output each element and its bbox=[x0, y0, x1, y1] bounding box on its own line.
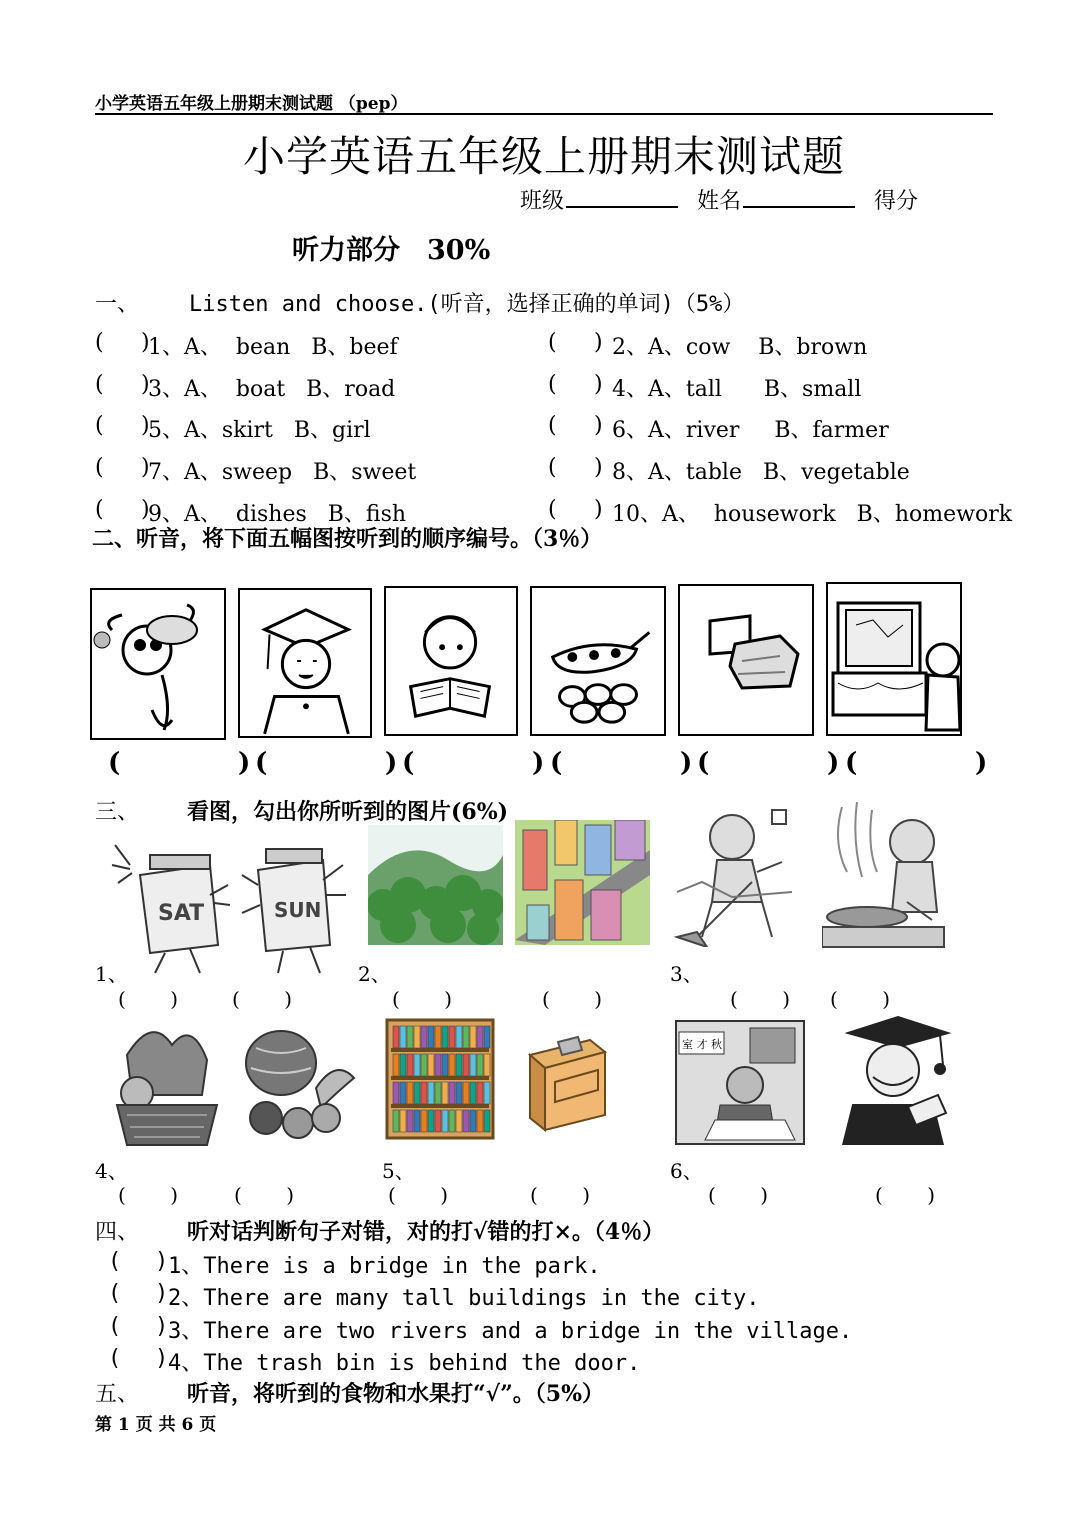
s1-open-paren: ( bbox=[548, 330, 557, 355]
s1-item-text: 6、A、river B、farmer bbox=[612, 418, 889, 443]
s4-open-paren: ( bbox=[108, 1281, 122, 1306]
s2-order-blank[interactable]: ( ) bbox=[108, 748, 251, 778]
calendar-sat-icon[interactable] bbox=[110, 825, 230, 975]
s1-item-text: 4、A、tall B、small bbox=[612, 377, 862, 402]
s4-answer-blank[interactable]: ) bbox=[155, 1346, 169, 1371]
s3-check-blank[interactable]: ( ) bbox=[830, 987, 891, 1011]
s1-open-paren: ( bbox=[95, 372, 104, 397]
section5-heading bbox=[95, 1377, 604, 1408]
info-fields bbox=[520, 184, 918, 215]
section1-heading-text: Listen and choose.(听音，选择正确的单词)（5%） bbox=[189, 292, 745, 317]
s1-answer-blank[interactable]: ) bbox=[141, 497, 150, 522]
s2-order-blank[interactable]: ( ) bbox=[845, 748, 988, 778]
s1-open-paren: ( bbox=[95, 455, 104, 480]
s3-check-blank[interactable]: ( ) bbox=[730, 987, 791, 1011]
calendar-sat-text: SAT bbox=[158, 901, 205, 926]
s4-open-paren: ( bbox=[108, 1249, 122, 1274]
section4-number: 四、 bbox=[95, 1220, 140, 1245]
fly-icon[interactable] bbox=[90, 588, 226, 740]
s2-order-blank[interactable]: ( ) bbox=[550, 748, 693, 778]
s2-order-blank[interactable]: ( ) bbox=[697, 748, 840, 778]
s1-item-text: 3、A、 boat B、road bbox=[148, 377, 396, 402]
s3-check-blank[interactable]: ( ) bbox=[388, 1183, 449, 1207]
s1-answer-blank[interactable]: ) bbox=[141, 455, 150, 480]
section3-heading-text: 看图，勾出你所听到的图片(6%) bbox=[187, 799, 509, 825]
page-footer: 第 1 页 共 6 页 bbox=[95, 1415, 217, 1435]
section5-heading-text: 听音，将听到的食物和水果打“√”。（5%） bbox=[187, 1381, 604, 1407]
city-icon[interactable] bbox=[515, 820, 650, 945]
s3-check-blank[interactable]: ( ) bbox=[530, 1183, 591, 1207]
page-title: 小学英语五年级上册期末测试题 bbox=[242, 132, 845, 181]
s1-answer-blank[interactable]: ) bbox=[594, 455, 603, 480]
s1-item-text: 5、A、skirt B、girl bbox=[148, 418, 371, 443]
calendar-sun-icon[interactable] bbox=[238, 825, 348, 975]
s1-answer-blank[interactable]: ) bbox=[594, 372, 603, 397]
s3-check-blank[interactable]: ( ) bbox=[392, 987, 453, 1011]
graduate-doctor-icon[interactable] bbox=[828, 1015, 956, 1145]
s4-statement: 1、There is a bridge in the park. bbox=[168, 1254, 601, 1279]
phone-table-icon[interactable] bbox=[520, 1030, 610, 1135]
graduate-icon[interactable] bbox=[238, 588, 372, 738]
s4-open-paren: ( bbox=[108, 1346, 122, 1371]
s1-open-paren: ( bbox=[548, 497, 557, 522]
section2-heading: 二、听音，将下面五幅图按听到的顺序编号。（3％） bbox=[92, 526, 603, 552]
s4-answer-blank[interactable]: ) bbox=[155, 1249, 169, 1274]
section4-heading bbox=[95, 1215, 664, 1246]
s4-answer-blank[interactable]: ) bbox=[155, 1314, 169, 1339]
s1-item-text: 2、A、cow B、brown bbox=[612, 335, 868, 360]
sweeping-floor-icon[interactable] bbox=[672, 802, 807, 947]
s3-label-1: 1、 bbox=[95, 962, 128, 986]
s1-open-paren: ( bbox=[548, 372, 557, 397]
s4-open-paren: ( bbox=[108, 1314, 122, 1339]
s3-label-4: 4、 bbox=[95, 1159, 128, 1183]
running-header: 小学英语五年级上册期末测试题 （pep） bbox=[95, 94, 408, 114]
s3-check-blank[interactable]: ( ) bbox=[234, 1183, 295, 1207]
cooking-icon[interactable] bbox=[822, 802, 947, 950]
calendar-sun-text: SUN bbox=[274, 898, 322, 922]
s3-check-blank[interactable]: ( ) bbox=[708, 1183, 769, 1207]
section4-heading-text: 听对话判断句子对错，对的打√错的打×。（4％） bbox=[187, 1219, 665, 1245]
s3-check-blank[interactable]: ( ) bbox=[118, 987, 179, 1011]
s1-open-paren: ( bbox=[95, 413, 104, 438]
s1-answer-blank[interactable]: ) bbox=[141, 330, 150, 355]
s1-answer-blank[interactable]: ) bbox=[594, 330, 603, 355]
section3-number: 三、 bbox=[95, 800, 140, 825]
s1-answer-blank[interactable]: ) bbox=[141, 413, 150, 438]
bookshelf-icon[interactable] bbox=[385, 1018, 495, 1140]
part-title: 听力部分 30% bbox=[292, 235, 491, 266]
name-blank[interactable] bbox=[743, 186, 855, 208]
s3-check-blank[interactable]: ( ) bbox=[875, 1183, 936, 1207]
office-worker-icon[interactable] bbox=[675, 1020, 805, 1145]
tofu-icon[interactable] bbox=[678, 584, 814, 736]
class-label: 班级 bbox=[520, 189, 565, 214]
score-label: 得分 bbox=[874, 189, 919, 214]
section3-heading bbox=[95, 795, 508, 826]
office-sign-text: 室 才 秋 bbox=[682, 1038, 722, 1051]
reading-boy-icon[interactable] bbox=[384, 586, 518, 736]
s3-label-3: 3、 bbox=[670, 962, 703, 986]
section5-number: 五、 bbox=[95, 1382, 140, 1407]
s1-open-paren: ( bbox=[548, 413, 557, 438]
class-blank[interactable] bbox=[566, 186, 678, 208]
s1-answer-blank[interactable]: ) bbox=[594, 497, 603, 522]
s3-check-blank[interactable]: ( ) bbox=[118, 1183, 179, 1207]
tv-icon[interactable] bbox=[826, 582, 962, 736]
s3-check-blank[interactable]: ( ) bbox=[232, 987, 293, 1011]
s4-statement: 4、The trash bin is behind the door. bbox=[168, 1351, 641, 1376]
s1-open-paren: ( bbox=[95, 497, 104, 522]
beans-icon[interactable] bbox=[530, 586, 666, 736]
header-rule bbox=[95, 113, 993, 115]
s1-item-text: 7、A、sweep B、sweet bbox=[148, 460, 417, 485]
s1-item-text: 10、A、 housework B、homework bbox=[612, 502, 1013, 527]
s1-item-text: 8、A、table B、vegetable bbox=[612, 460, 910, 485]
s2-order-blank[interactable]: ( ) bbox=[402, 748, 545, 778]
s1-item-text: 9、A、 dishes B、fish bbox=[148, 502, 407, 527]
section1-number: 一、 bbox=[95, 292, 140, 317]
s4-answer-blank[interactable]: ) bbox=[155, 1281, 169, 1306]
s4-statement: 2、There are many tall buildings in the city. bbox=[168, 1286, 760, 1311]
s3-label-5: 5、 bbox=[382, 1159, 415, 1183]
vegetable-basket-icon[interactable] bbox=[112, 1015, 222, 1150]
s3-check-blank[interactable]: ( ) bbox=[542, 987, 603, 1011]
name-label: 姓名 bbox=[697, 189, 742, 214]
s1-open-paren: ( bbox=[95, 330, 104, 355]
s1-open-paren: ( bbox=[548, 455, 557, 480]
s3-label-2: 2、 bbox=[358, 962, 391, 986]
s4-statement: 3、There are two rivers and a bridge in the village. bbox=[168, 1319, 853, 1344]
s2-order-blank[interactable]: ( ) bbox=[255, 748, 398, 778]
s3-label-6: 6、 bbox=[670, 1159, 703, 1183]
section1-heading bbox=[95, 287, 744, 318]
s1-answer-blank[interactable]: ) bbox=[141, 372, 150, 397]
s1-answer-blank[interactable]: ) bbox=[594, 413, 603, 438]
forest-icon[interactable] bbox=[368, 825, 503, 945]
s1-item-text: 1、A、 bean B、beef bbox=[148, 335, 398, 360]
fruit-icon[interactable] bbox=[236, 1018, 356, 1143]
